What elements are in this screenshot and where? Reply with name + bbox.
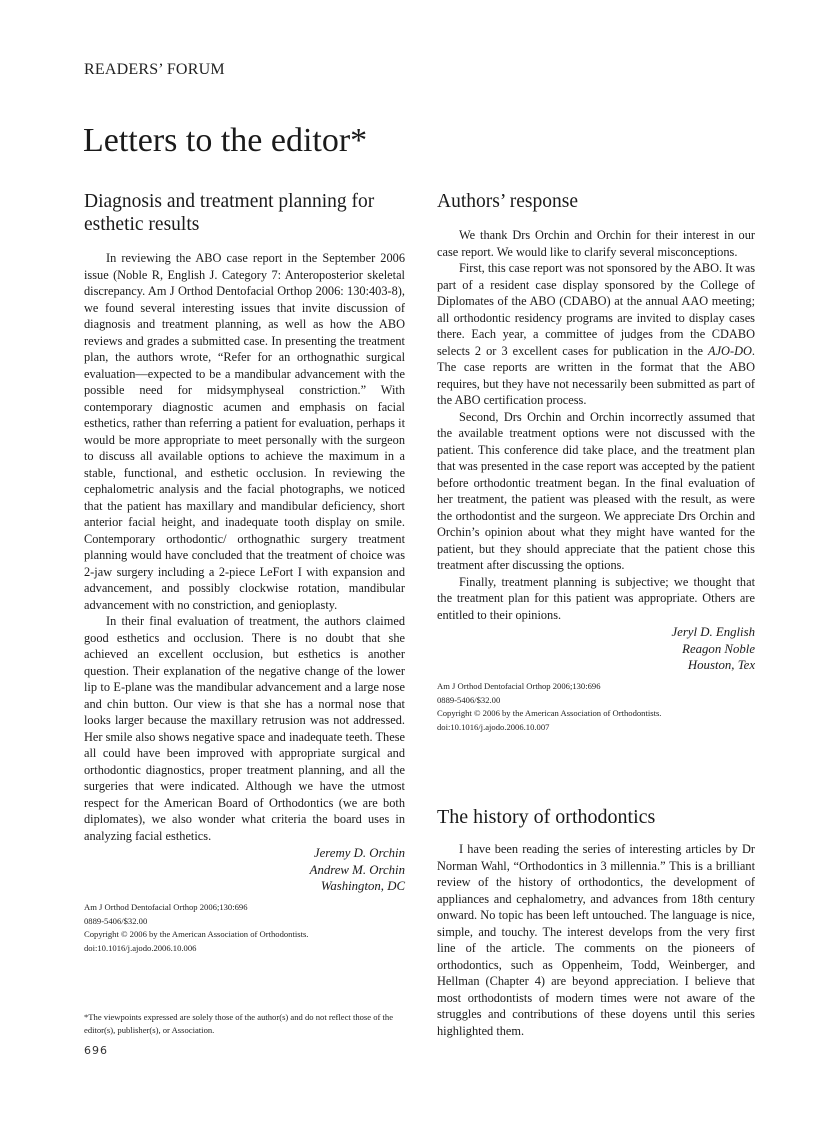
letter-diagnosis-column — [84, 190, 405, 955]
doi-link[interactable]: doi:10.1016/j.ajodo.2006.10.007 — [437, 721, 550, 732]
section-label: READERS’ FORUM — [84, 61, 225, 78]
letter-signature — [84, 845, 405, 895]
paragraph: Finally, treatment planning is subjective; we thought that the treatment plan for this patient was appropriate. Others are entitled to their opinions. — [437, 574, 755, 622]
paragraph: Second, Drs Orchin and Orchin incorrectly assumed that the available treatment options were not discussed with the patient. This conference did take place, and the treatment plan that was presented in the case report was accepted by the patient before orthodontic treatment began. In the final evaluation of her treatment, the patient was pleased with the result, as were the orthodontist and the surgeon. We appreciate Drs Orchin and Orchin’s opinion about what they might have wanted for the patient, but they should appreciate that the patient chose this treatment after discussing the options. — [437, 409, 755, 572]
citation-block — [84, 901, 405, 955]
paragraph — [437, 260, 755, 409]
page-title: Letters to the editor* — [83, 122, 368, 159]
page-number: 696 — [84, 1044, 108, 1057]
paragraph-text: . The case reports are written in the format that the ABO requires, but they have not necessarily been submitted as part of the ABO certification process. — [437, 343, 755, 407]
paragraph: In reviewing the ABO case report in the September 2006 issue (Noble R, English J. Category 7: Anteroposterior skeletal discrepancy. Am J Orthod Dentofacial Orthop 2006: 130:403-8), we found several interesting issues that invite discussion of diagnosis and treatment planning, as well as how the ABO reviews and grades a submitted case. In presenting the treatment plan, the authors wrote, “Refer for an orthognathic surgical evaluation—expected to be a mandibular advancement with the possible need for midsymphyseal constriction.” With contemporary diagnostic acumen and emphasis on facial esthetics, rather than referring a patient for evaluation, perhaps it would be more appropriate to meet personally with the surgeon to discuss all available options to achieve the maximum in a stable, functional, and esthetic occlusion. In reviewing the cephalometric analysis and the facial photographs, we noticed that the patient has maxillary and mandibular deficiency, short anterior facial height, and inadequate tooth display on smile. Contemporary orthodontic/ orthognathic surgery treatment planning would have concluded that the treatment of choice was 2-jaw surgery including a 2-piece LeFort I with expansion and advancement, and possibly clockwise rotation, mandibular advancement with no constriction, and genioplasty. — [84, 251, 405, 612]
author-name: Andrew M. Orchin — [309, 862, 405, 877]
journal-abbrev: AJO-DO — [708, 343, 752, 358]
citation-block — [437, 680, 755, 734]
response-title: Authors’ response — [437, 191, 578, 212]
doi-link[interactable]: doi:10.1016/j.ajodo.2006.10.006 — [84, 942, 197, 953]
authors-response-column — [437, 190, 755, 734]
journal-citation: Am J Orthod Dentofacial Orthop 2006;130:696 — [84, 902, 248, 913]
journal-citation: Am J Orthod Dentofacial Orthop 2006;130:696 — [437, 681, 601, 692]
author-location: Houston, Tex — [687, 658, 755, 673]
letter-title: Diagnosis and treatment planning for esthetic results — [84, 191, 375, 235]
author-name: Jeryl D. English — [671, 625, 755, 639]
author-location: Washington, DC — [320, 879, 405, 894]
issn-price: 0889-5406/$32.00 — [84, 915, 148, 926]
letter-body — [437, 841, 755, 1039]
author-name: Jeremy D. Orchin — [313, 846, 405, 860]
letter-history-column — [437, 806, 755, 1039]
response-body — [437, 227, 755, 623]
paragraph: In their final evaluation of treatment, the authors claimed good esthetics and occlusion. There is no doubt that she achieved an excellent occlusion, but esthetics is another question. Their explanation of the negative change of the lower lip to E-plane was the mandibular advancement and a large nose and chin button. Our view is that she has a normal nose that looks larger because the maxillary retrusion was not addressed. Her smile also shows negative space and inadequate teeth. These all could have been improved with appropriate surgical and orthodontic diagnostics, proper treatment planning, and all the surgeries that were indicated. Although we have the utmost respect for the American Board of Orthodontics (we are both diplomates), we also wonder what criteria the board uses in analyzing facial esthetics. — [84, 614, 405, 843]
letter-title: The history of orthodontics — [437, 806, 656, 828]
paragraph-text: First, this case report was not sponsored by the ABO. It was part of a resident case display sponsored by the College of Diplomates of the ABO (CDABO) at the annual AAO meeting; all orthodontic residency programs are invited to display cases there. Each year, a committee of judges from the CDABO selects 2 or 3 excellent cases for publication in the — [437, 261, 755, 358]
issn-price: 0889-5406/$32.00 — [437, 694, 501, 705]
letter-body — [84, 250, 405, 844]
copyright: Copyright © 2006 by the American Association of Orthodontists. — [84, 929, 309, 940]
footnote: *The viewpoints expressed are solely those of the author(s) and do not reflect those of the editor(s), publisher(s), or Association. — [84, 1012, 394, 1035]
response-signature — [437, 624, 755, 674]
paragraph: I have been reading the series of interesting articles by Dr Norman Wahl, “Orthodontics in 3 millennia.” This is a brilliant review of the history of orthodontics, the development of appliances and cephalometry, and advances from 18th century onward. No topic has been left untouched. The language is nice, simple, and touchy. The interest develops from the very first line of the article. The comments on the pioneers of orthodontics, such as Oppenheim, Todd, Weinberger, and Hellman (Chapter 4) are beyond appreciation. I believe that most orthodontists of modern times were not aware of the struggles and contributions of these doyens until this series highlighted them. — [437, 842, 755, 1038]
author-name: Reagon Noble — [682, 641, 755, 656]
copyright: Copyright © 2006 by the American Association of Orthodontists. — [437, 708, 662, 719]
paragraph: We thank Drs Orchin and Orchin for their interest in our case report. We would like to clarify several misconceptions. — [437, 228, 755, 259]
